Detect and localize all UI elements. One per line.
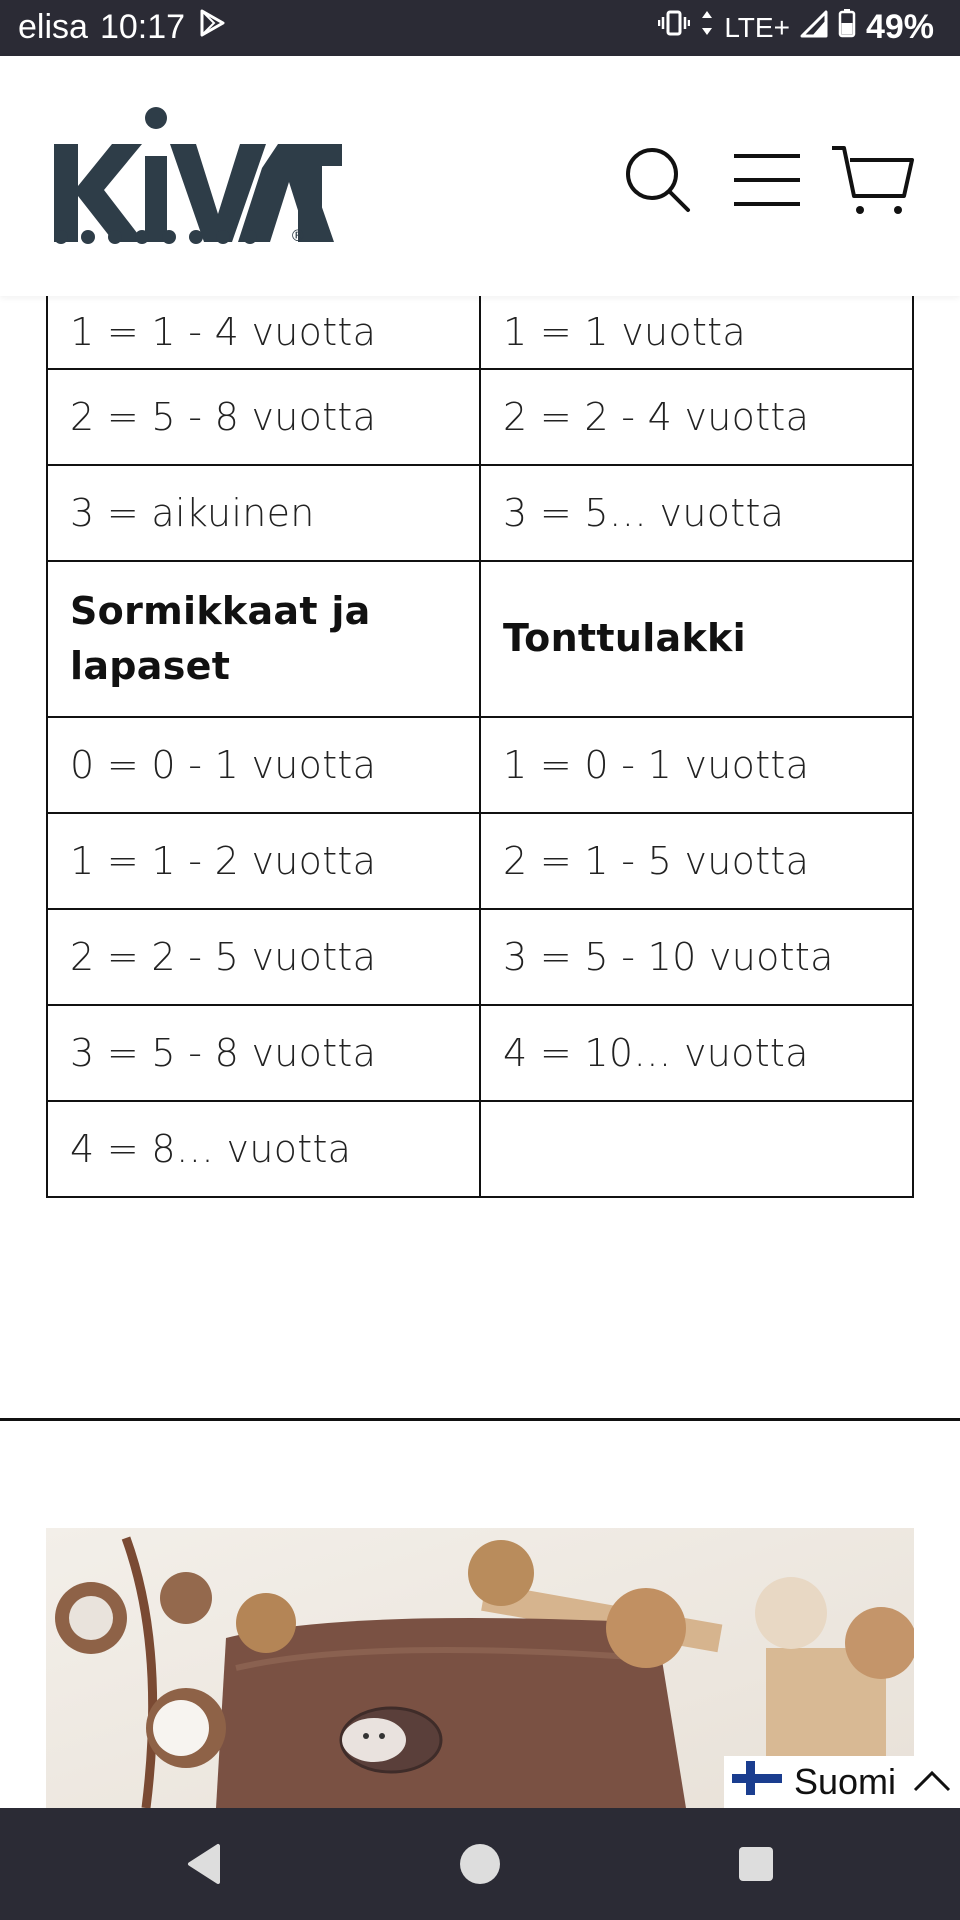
table-cell: 3 = 5… vuotta	[480, 465, 913, 561]
table-cell: 4 = 10… vuotta	[480, 1005, 913, 1101]
recent-apps-button[interactable]	[726, 1834, 786, 1894]
network-type: LTE+	[724, 11, 790, 43]
table-row	[47, 465, 913, 561]
table-cell: 2 = 2 - 4 vuotta	[480, 369, 913, 465]
section-divider	[0, 1418, 960, 1421]
logo-dots	[54, 230, 257, 244]
table-header-cell: Sormikkaat ja lapaset	[47, 561, 480, 717]
back-button[interactable]	[176, 1834, 236, 1894]
language-label: Suomi	[794, 1761, 897, 1802]
carrier-label: elisa	[18, 8, 88, 46]
table-cell: 2 = 5 - 8 vuotta	[47, 369, 480, 465]
table-row	[47, 813, 913, 909]
status-bar	[0, 0, 960, 56]
play-store-icon	[197, 8, 227, 47]
table-row	[47, 296, 913, 369]
recent-square-icon	[726, 1882, 786, 1897]
registered-mark: ®	[290, 226, 306, 245]
table-cell: 1 = 1 vuotta	[480, 296, 913, 369]
site-header	[0, 56, 960, 296]
signal-icon	[800, 8, 828, 47]
table-cell: 3 = 5 - 10 vuotta	[480, 909, 913, 1005]
back-triangle-icon	[176, 1882, 236, 1897]
vibrate-icon	[658, 8, 690, 47]
menu-icon	[728, 208, 808, 223]
cart-button[interactable]	[830, 140, 910, 220]
table-cell: 1 = 0 - 1 vuotta	[480, 717, 913, 813]
battery-percent: 49%	[865, 8, 934, 46]
cart-icon	[830, 208, 916, 223]
table-cell: 2 = 1 - 5 vuotta	[480, 813, 913, 909]
table-cell	[480, 1101, 913, 1197]
battery-icon	[838, 8, 856, 47]
search-icon	[618, 208, 698, 223]
table-cell: 1 = 1 - 4 vuotta	[47, 296, 480, 369]
menu-button[interactable]	[728, 140, 808, 220]
table-row	[47, 1101, 913, 1197]
search-button[interactable]	[618, 140, 698, 220]
table-cell: 0 = 0 - 1 vuotta	[47, 717, 480, 813]
table-header-cell: Tonttulakki	[480, 561, 913, 717]
table-row	[47, 717, 913, 813]
clock: 10:17	[99, 8, 186, 46]
finnish-flag-icon	[732, 1761, 782, 1804]
table-cell: 3 = aikuinen	[47, 465, 480, 561]
table-row	[47, 909, 913, 1005]
kivat-logo[interactable]	[52, 104, 342, 254]
system-nav-bar	[0, 1808, 960, 1920]
language-selector[interactable]	[724, 1756, 960, 1808]
table-cell: 2 = 2 - 5 vuotta	[47, 909, 480, 1005]
home-circle-icon	[450, 1882, 510, 1897]
table-row	[47, 369, 913, 465]
table-row	[47, 1005, 913, 1101]
table-cell: 4 = 8… vuotta	[47, 1101, 480, 1197]
home-button[interactable]	[450, 1834, 510, 1894]
size-table	[46, 296, 914, 1198]
table-header-row	[47, 561, 913, 717]
chevron-up-icon	[912, 1761, 952, 1803]
table-cell: 1 = 1 - 2 vuotta	[47, 813, 480, 909]
data-arrows-icon	[700, 8, 714, 47]
table-cell: 3 = 5 - 8 vuotta	[47, 1005, 480, 1101]
